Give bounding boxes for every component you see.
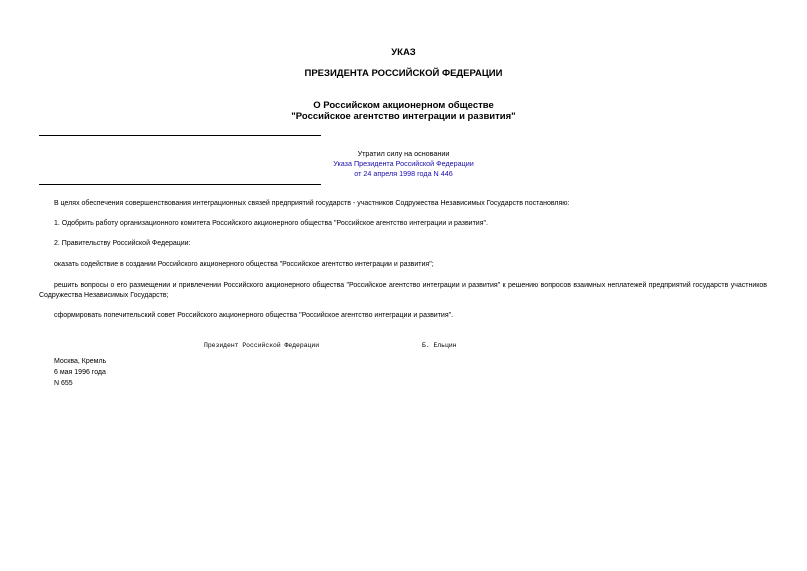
repeal-note: [300, 149, 507, 179]
document-subject-line2: "Российское агентство интеграции и развития": [291, 111, 516, 122]
place-number: N 655: [54, 380, 73, 387]
signature-position: Президент Российской Федерации: [204, 342, 320, 349]
paragraph-item-1: 1. Одобрить работу организационного комитета Российского акционерного общества "Российское агентство интеграции и развития".: [54, 220, 488, 227]
signature-name: Б. Ельцин: [422, 342, 457, 349]
repeal-note-line1: Утратил силу на основании: [357, 149, 450, 158]
divider-bottom: [39, 184, 321, 185]
paragraph-item-2: 2. Правительству Российской Федерации:: [54, 240, 191, 247]
repeal-note-link[interactable]: Указа Президента Российской Федерации: [333, 159, 474, 168]
paragraph-assist: оказать содействие в создании Российского акционерного общества "Российское агентство интеграции и развития";: [54, 261, 434, 268]
paragraph-resolve: решить вопросы о его размещении и привлечении Российского акционерного общества "Российское агентство интеграции и развития" к решению вопросов взаимных неплатежей предприятий государств участников Содружества Независимых Государств;: [39, 282, 767, 299]
document-title: УКАЗ: [391, 47, 416, 58]
paragraph-form-council: сформировать попечительский совет Российского акционерного общества "Российское агентство интеграции и развития".: [54, 312, 454, 319]
repeal-note-date[interactable]: от 24 апреля 1998 года N 446: [354, 169, 453, 178]
paragraph-preamble: В целях обеспечения совершенствования интеграционных связей предприятий государств - участников Содружества Независимых Государств постановляю:: [54, 200, 570, 207]
divider-top: [39, 135, 321, 136]
document-issuer: ПРЕЗИДЕНТА РОССИЙСКОЙ ФЕДЕРАЦИИ: [304, 68, 503, 79]
place-city: Москва, Кремль: [54, 358, 107, 365]
place-date: 6 мая 1996 года: [54, 369, 106, 376]
document-subject-line1: О Российском акционерном обществе: [313, 100, 494, 111]
